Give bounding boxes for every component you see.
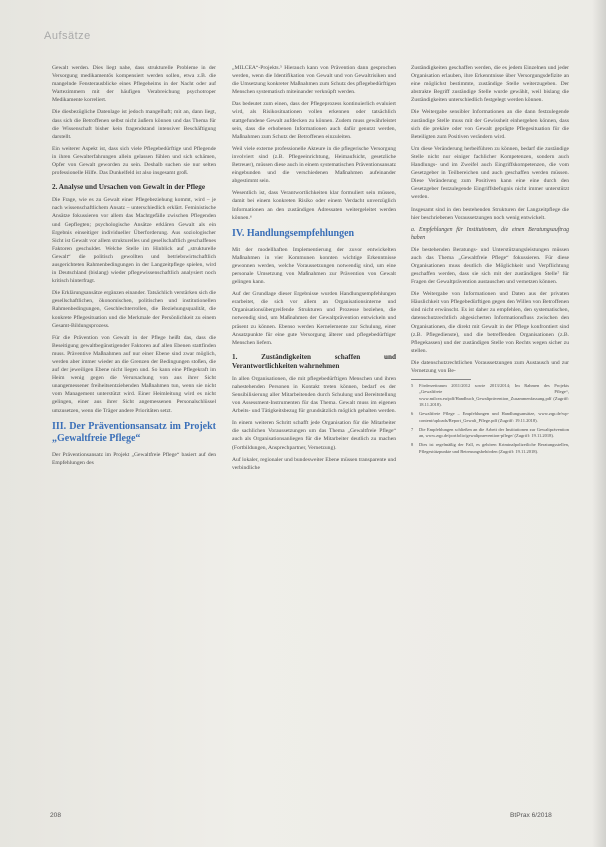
chapter-heading: III. Der Präventionsansatz im Projekt „Gewaltfreie Pflege“ bbox=[52, 420, 216, 444]
paragraph: Zuständigkeiten geschaffen werden, die es jedem Einzelnen und jeder Organisation erlauben, ihre Erkenntnisse über Versorgungsdefizite an eine möglichst bestimmte, zuständige Stelle weiterzugeben. Der abstrakte Begriff zuständige Stelle wurde gewählt, weil bislang die Zuständigkeiten unterschiedlich festgelegt werden können. bbox=[411, 65, 569, 104]
paragraph: Die datenschutzrechtlichen Voraussetzungen zum Austausch und zur Vernetzung von Be- bbox=[411, 359, 569, 374]
paragraph: Die diesbezügliche Datenlage ist jedoch mangelhaft; mit an, dann liegt, dass sich die Betroffenen selbst nicht äußern können und das Thema für die Wissenschaft bisher kein fragendstand intensiver Beschäftigung darstellt. bbox=[52, 109, 216, 140]
paragraph: Insgesamt sind in den bestehenden Strukturen der Langzeitpflege die hier beschriebenen Voraussetzungen noch wenig entwickelt. bbox=[411, 206, 569, 221]
paragraph: Für die Prävention von Gewalt in der Pflege heißt das, dass die Beseitigung gewaltbegünstigender Faktoren auf allen Ebenen stattfinden muss. Präventive Maßnahmen auf nur einer Ebene sind zwar möglich, werden aber immer wieder an die Grenzen der Bedingungen stoßen, die auf der jeweiligen Ebene nicht liegen und. So kann eine Pflegekraft im Heim wenig gegen die Verursachung von aus ihrer Sicht unangemessener freiheitsentziehenden Maßnahmen tun, wenn sie nicht vom Management unterstützt wird. Einer Heimleitung wird es nicht gelingen, einer aus ihrer Sicht angemessenen Personalschlüssel umzusetzen, wenn die Träger andere Prioritäten setzt. bbox=[52, 334, 216, 414]
paragraph: In allen Organisationen, die mit pflegebedürftigen Menschen und ihren nahestehenden Personen in Kontakt treten können, bedarf es der Sensibilisierung aller Mitarbeitenden durch Schulung und Bereitstellung von Assessment-Instrumenten für das Thema. Gewalt muss im eigenen Arbeits- und Tätigkeitsbezug für grundsätzlich möglich gehalten werden. bbox=[232, 375, 396, 415]
paragraph: Die bestehenden Beratungs- und Unterstützungsleistungen müssen auch das Thema „Gewaltfreie Pflege“ fokussieren. Für diese Organisationen muss deutlich die Möglichkeit und Verpflichtung geschaffen werden, dass sie sich mit der zuständigen Stelle⁷ für Fragen der Gewaltprävention austauschen und vernetzen können. bbox=[411, 246, 569, 286]
paragraph: Der Präventionsansatz im Projekt „Gewaltfreie Pflege“ basiert auf den Empfehlungen des bbox=[52, 451, 216, 466]
page-edge-shadow bbox=[592, 0, 606, 847]
paragraph: Wesentlich ist, dass Verantwortlichkeiten klar formuliert sein müssen, damit bei einem konkreten Risiko oder einem Verdacht unverzüglich Informationen an den zuständigen Adressaten weitergeleitet werden können.⁶ bbox=[232, 190, 396, 221]
paragraph: Weil viele externe professionelle Akteure in die pflegerische Versorgung involviert sind (z.B. Pflegeeinrichtung, Heimaufsicht, gesetzliche Betreuer), müssen diese auch in einem systematischen Präventionsansatz eingebunden und die verschiedenen Maßnahmen aufeinander abgestimmt sein. bbox=[232, 145, 396, 185]
column-left bbox=[52, 64, 216, 471]
paragraph: Gewalt werden. Dies liegt nahe, dass strukturelle Probleme in der Versorgung medikamentös kompensiert werden sollen, etwa z.B. die mangelnde Fensterausblicke eines Pflegeheims in der Nacht oder auf Wartezimmern mit der häufigen Verabreichung psychotroper Medikamente korreliert. bbox=[52, 65, 216, 104]
footnote-number: 6 bbox=[411, 411, 414, 417]
paragraph: Um diese Veränderung herbeiführen zu können, bedarf die zuständige Stelle nicht nur einiger fachlicher Kompetenzen, sondern auch Handlungs- und im Zweifel auch Eingriffskompetenzen, die vom Gesetzgeber in Teilbereichen und auch geschaffen werden müssen. Diese Veränderung zum Positiven kann eine eine durch den Gesetzgeber festzulegende Eingriffsbefugnis nicht immer unterstützt werden. bbox=[411, 145, 569, 201]
sub-heading: a. Empfehlungen für Institutionen, die einen Beratungsauftrag haben bbox=[411, 226, 569, 241]
column-middle bbox=[232, 64, 396, 476]
paragraph: „MILCEA“-Projekts.⁵ Hierauch kann von Prävention dann gesprochen werden, wenn die Identifikation von Gewalt und von Gewaltrisiken und die Umsetzung konkreter Maßnahmen zum Schutz des pflegebedürftigen Menschen systematisch miteinander verknüpft werden. bbox=[232, 65, 396, 96]
paragraph: Die Weitergabe sensibler Informationen an die dann festzulegende zuständige Stelle muss mit der Gewissheit einhergehen können, dass sich die prekäre oder von Gewalt geprägte Pflegesituation für die Beteiligten zum Positiven verändern wird. bbox=[411, 109, 569, 140]
paragraph: Mit der modellhaften Implementierung der zuvor entwickelten Maßnahmen in vier Kommunen konnten wichtige Erkenntnisse gewonnen werden, welche Voraussetzungen notwendig sind, um eine personale Umsetzung von Maßnahmen zur Prävention von Gewalt gelingen kann. bbox=[232, 246, 396, 286]
paragraph: Die Frage, wie es zu Gewalt einer Pflegebeziehung kommt, wird – je nach wissenschaftlichem Ansatz – unterschiedlich erklärt. Feministische Ansätze fokussieren vor allem das Machtgefälle zwischen Pflegenden und Gepflegten; psychologische Ansätze erklären Gewalt als ein Ergebnis einseitiger individueller Überforderung. Aus soziologischer Sicht ist Gewalt vor allem strukturelles und gesellschaftlich geschaffenes Faktoren geschuldet. Welche Stelle im Hinblick auf „strukturelle Gewalt“ die politisch gewollten und betriebswirtschaftlich ausgerichteten Rahmenbedingungen in der Langzeitpflege spielen, wird in Deutschland (bislang) wieder pflegewissenschaftlich analysiert noch kritisch hinterfragt. bbox=[52, 197, 216, 285]
footnote-text: Die Empfehlungen schließen an die Arbeit der Institutionen zur Gewaltprävention an, www.zqp.de/portfolio/gewaltpraevention-pflege/ (Zugriff: 19.11.2018). bbox=[419, 426, 569, 439]
page-number: 208 bbox=[50, 812, 62, 819]
footnote-number: 8 bbox=[411, 442, 414, 448]
section-heading: 2. Analyse und Ursachen von Gewalt in der Pflege bbox=[52, 183, 206, 192]
paragraph: Ein weiterer Aspekt ist, dass sich viele Pflegebedürftige und Pflegende in ihren Gewalterfahrungen allein gelassen fühlen und sich schämen, Opfer von Gewalt geworden zu sein. Deshalb suchen sie nur selten professionelle Hilfe. Das Dunkelfeld ist also insgesamt groß. bbox=[52, 145, 216, 177]
footnote bbox=[411, 383, 569, 408]
footnote bbox=[411, 427, 569, 440]
section-heading: 1. Zuständigkeiten schaffen und Verantwortlichkeiten wahrnehmen bbox=[232, 352, 396, 370]
paragraph: Die Weitergabe von Informationen und Daten aus der privaten Häuslichkeit von Pflegebedürftigen gegen den Willen von Betroffenen sind nicht erwünscht. Es ist daher zu empfehlen, den systematischen, datenschutzrechtlich abgesicherten Informationsfluss zwischen den Organisationen, die direkt mit Gewalt in der Pflege konfrontiert sind (z.B. Pflegedienste), und die betreffenden Organisationen (z.B. Pflegekassen) und der zuständigen Stelle von Rechts wegen sicher zu stellen. bbox=[411, 291, 569, 354]
footnote-number: 5 bbox=[411, 383, 414, 389]
footnote-text: Förderzeitraum 2011/2012 sowie 2013/2014; Im Rahmen des Projekts „Gewaltfreie Pflege“, www.milcea.eu/pdf/Handbuch_Gewaltprävention_Zusammenfassung.pdf (Zugriff: 18.11.2018). bbox=[419, 383, 569, 407]
paragraph: Auf der Grundlage dieser Ergebnisse wurden Handlungsempfehlungen erarbeitet, die sich vor allem an Organisationsinterne und Organisationsübergreifende Strukturen und Prozesse beziehen, die notwendig sind, um Maßnahmen der Gewaltprävention entwickeln und präsent zu können. Ebenso werden Kernelemente zur Schulung, einer Ansatzpunkte für eine gute Versorgung älterer und pflegebedürftiger Menschen liefern. bbox=[232, 291, 396, 346]
footnote-text: Dies ist regelmäßig der Fall, es gehören Kriminalpolizeiliche Beratungsstellen, Pflegestützpunkte und Betreuungsbehörden (Zugriff: 19.11.2018). bbox=[419, 442, 569, 454]
chapter-heading: IV. Handlungsempfehlungen bbox=[232, 227, 355, 239]
footnote-divider bbox=[411, 379, 471, 380]
paragraph: Die Erklärungsansätze ergänzen einander. Tatsächlich verstärken sich die gesellschaftlichen, ökonomischen, politischen und institutionellen Rahmenbedingungen, Geschlechterrollen, die Beziehungsqualität, die konkrete Pflegesituation und die Merkmale der Persönlichkeit zu einem Gesamt-Bildungsprozess. bbox=[52, 290, 216, 329]
footnote bbox=[411, 411, 569, 424]
paragraph: Auf lokaler, regionaler und bundesweiter Ebene müssen transparente und verbindliche bbox=[232, 456, 396, 471]
journal-issue: BtPrax 6/2018 bbox=[510, 812, 552, 819]
paragraph: In einem weiteren Schritt schafft jede Organisation für die Mitarbeiter die sachlichen Voraussetzungen um das Thema „Gewaltfreie Pflege“ auch als Organisationsanliegen für die Mitarbeiter deutlich zu machen (Fortbildungen, Ansprechpartner, Vernetzung). bbox=[232, 420, 396, 451]
footnote bbox=[411, 442, 569, 455]
section-header: Aufsätze bbox=[44, 30, 91, 42]
column-right bbox=[411, 64, 569, 458]
paragraph: Das bedeutet zum einen, dass der Pflegeprozess kontinuierlich evaluiert wird, als Risikosituationen vollen erkennen oder tatsächlich stattgefundene Gewalt aufdecken zu können. Zudem muss gewährleistet sein, dass die erhobenen Informationen auch dafür genutzt werden, Maßnahmen zum Schutz der Betroffenen einzuleiten. bbox=[232, 101, 396, 140]
footnote-text: Gewaltfreie Pflege – Empfehlungen und Handlungsansätze, www.zqp.de/wp-content/uploads/Report_Gewalt_Pflege.pdf (Zugriff: 19.11.2018). bbox=[419, 411, 569, 423]
footnote-number: 7 bbox=[411, 426, 414, 432]
